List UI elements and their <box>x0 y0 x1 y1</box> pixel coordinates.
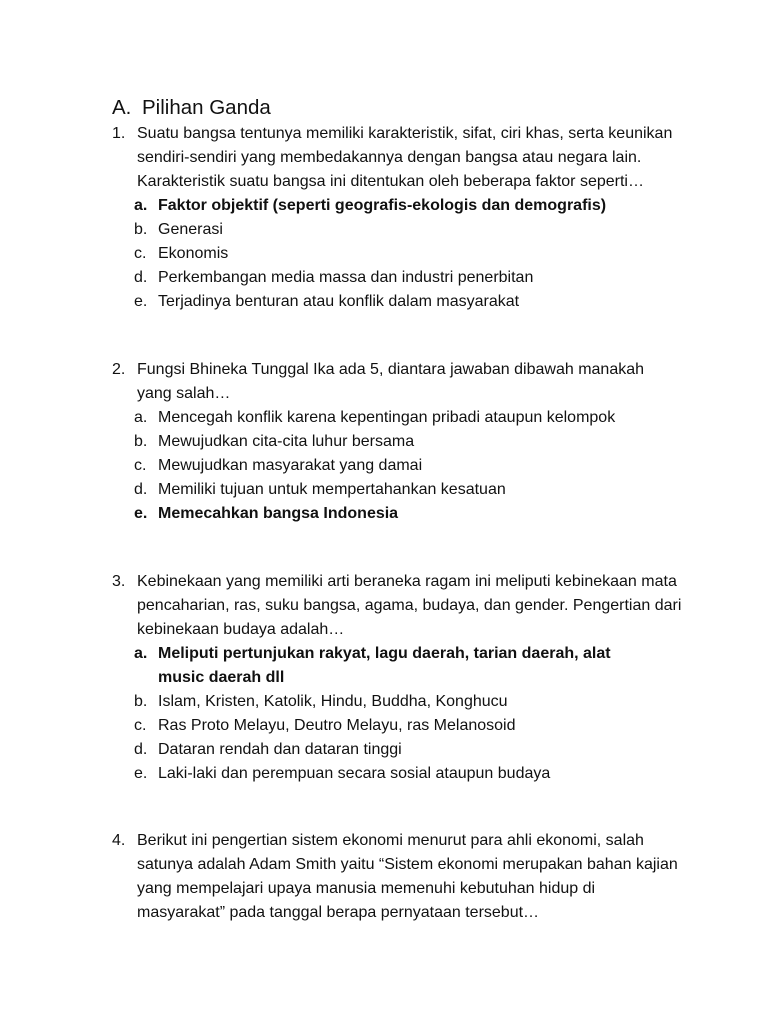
option-letter: a. <box>134 645 148 662</box>
options-list <box>112 642 712 786</box>
question-number: 3. <box>112 573 126 590</box>
option-letter: c. <box>134 457 147 474</box>
option-a[interactable] <box>112 406 712 430</box>
option-text: Memiliki tujuan untuk mempertahankan kesatuan <box>158 481 506 498</box>
question-text: Berikut ini pengertian sistem ekonomi menurut para ahli ekonomi, salah satunya adalah Adam Smith yaitu “Sistem ekonomi merupakan bahan kajian yang mempelajari upaya manusia memenuhi kebutuhan hidup di masyarakat” pada tanggal berapa pernyataan tersebut… <box>137 832 678 921</box>
section-heading <box>112 95 271 121</box>
question-3 <box>112 570 712 786</box>
section-title: Pilihan Ganda <box>142 96 271 119</box>
question-stem <box>112 829 712 925</box>
option-text: Laki-laki dan perempuan secara sosial ataupun budaya <box>158 765 551 782</box>
option-text: Perkembangan media massa dan industri penerbitan <box>158 269 534 286</box>
option-letter: e. <box>134 765 148 782</box>
option-text: Mewujudkan masyarakat yang damai <box>158 457 423 474</box>
option-text: Memecahkan bangsa Indonesia <box>158 505 399 522</box>
option-letter: d. <box>134 269 148 286</box>
question-text: Suatu bangsa tentunya memiliki karakteristik, sifat, ciri khas, serta keunikan sendiri-sendiri yang membedakannya dengan bangsa atau negara lain. Karakteristik suatu bangsa ini ditentukan oleh beberapa faktor seperti… <box>137 125 673 190</box>
option-c[interactable] <box>112 714 712 738</box>
option-text: Islam, Kristen, Katolik, Hindu, Buddha, Konghucu <box>158 693 508 710</box>
question-number: 2. <box>112 361 126 378</box>
option-letter: e. <box>134 505 148 522</box>
option-letter: e. <box>134 293 148 310</box>
question-number: 4. <box>112 832 126 849</box>
option-letter: c. <box>134 717 147 734</box>
option-text: Generasi <box>158 221 223 238</box>
option-text: Ras Proto Melayu, Deutro Melayu, ras Melanosoid <box>158 717 516 734</box>
option-d[interactable] <box>112 266 712 290</box>
option-e[interactable] <box>112 762 712 786</box>
option-text: Terjadinya benturan atau konflik dalam masyarakat <box>158 293 520 310</box>
option-letter: a. <box>134 409 148 426</box>
question-number: 1. <box>112 125 126 142</box>
option-a[interactable] <box>112 194 712 218</box>
option-c[interactable] <box>112 454 712 478</box>
question-text: Fungsi Bhineka Tunggal Ika ada 5, diantara jawaban dibawah manakah yang salah… <box>137 361 645 402</box>
option-e[interactable] <box>112 290 712 314</box>
option-b[interactable] <box>112 690 712 714</box>
option-d[interactable] <box>112 478 712 502</box>
question-stem <box>112 570 712 642</box>
option-text: Ekonomis <box>158 245 229 262</box>
option-a[interactable] <box>112 642 712 690</box>
option-text: Meliputi pertunjukan rakyat, lagu daerah, tarian daerah, alat music daerah dll <box>158 645 611 686</box>
option-letter: d. <box>134 481 148 498</box>
option-letter: d. <box>134 741 148 758</box>
option-letter: b. <box>134 433 148 450</box>
option-c[interactable] <box>112 242 712 266</box>
question-stem <box>112 358 712 406</box>
question-stem <box>112 122 712 194</box>
option-letter: b. <box>134 693 148 710</box>
option-text: Dataran rendah dan dataran tinggi <box>158 741 402 758</box>
option-e[interactable] <box>112 502 712 526</box>
question-1 <box>112 122 712 314</box>
option-text: Faktor objektif (seperti geografis-ekologis dan demografis) <box>158 197 607 214</box>
section-letter: A. <box>112 96 132 119</box>
option-d[interactable] <box>112 738 712 762</box>
options-list <box>112 194 712 314</box>
question-2 <box>112 358 712 526</box>
options-list <box>112 406 712 526</box>
option-letter: c. <box>134 245 147 262</box>
option-letter: a. <box>134 197 148 214</box>
option-letter: b. <box>134 221 148 238</box>
option-b[interactable] <box>112 218 712 242</box>
question-4 <box>112 829 712 925</box>
question-text: Kebinekaan yang memiliki arti beraneka ragam ini meliputi kebinekaan mata pencaharian, ras, suku bangsa, agama, budaya, dan gender. Pengertian dari kebinekaan budaya adalah… <box>137 573 682 638</box>
option-b[interactable] <box>112 430 712 454</box>
option-text: Mewujudkan cita-cita luhur bersama <box>158 433 415 450</box>
option-text: Mencegah konflik karena kepentingan pribadi ataupun kelompok <box>158 409 616 426</box>
